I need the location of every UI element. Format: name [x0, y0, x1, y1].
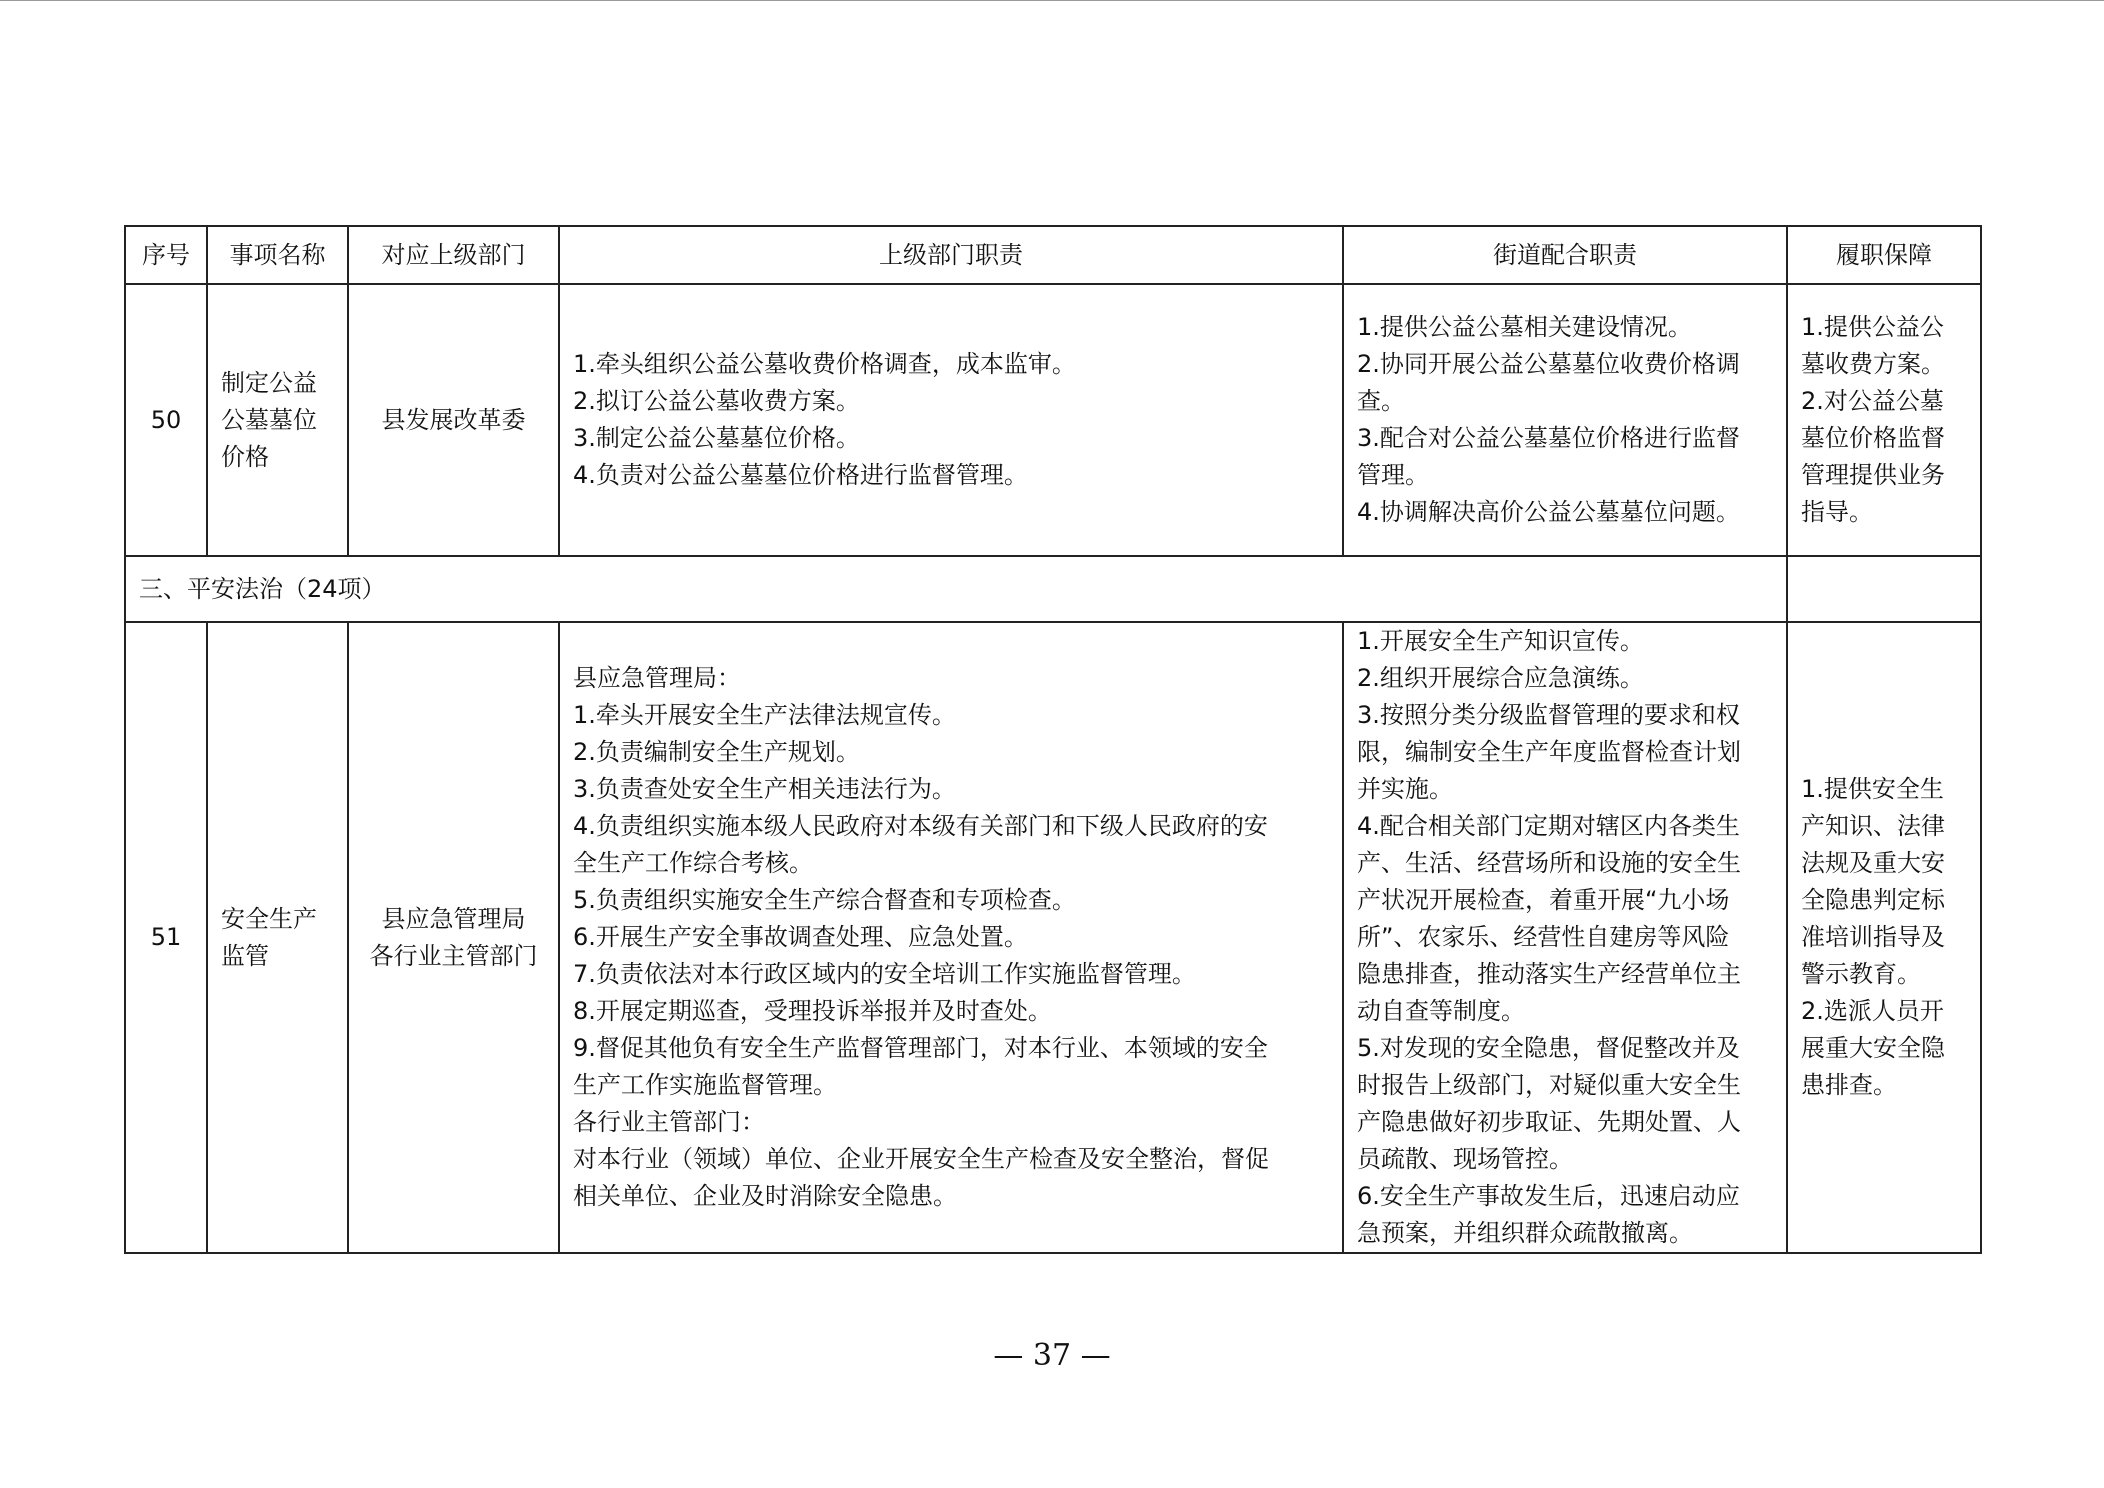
street-duty-line: 1.提供公益公墓相关建设情况。 — [1357, 313, 1692, 341]
duty-line: 3.负责查处安全生产相关违法行为。 — [573, 775, 956, 803]
duty-line: 2.拟订公益公墓收费方案。 — [573, 387, 860, 415]
guarantee-line: 管理提供业务 — [1801, 461, 1945, 489]
guarantee-line: 产知识、法律 — [1801, 812, 1945, 840]
street-duty-line: 隐患排查，推动落实生产经营单位主 — [1357, 960, 1741, 988]
duty-line: 1.牵头组织公益公墓收费价格调查，成本监审。 — [573, 350, 1076, 378]
header-cell: 街道配合职责 — [1343, 226, 1787, 284]
street-duty-line: 2.协同开展公益公墓墓位收费价格调 — [1357, 350, 1740, 378]
header-cell: 对应上级部门 — [348, 226, 559, 284]
header-cell: 上级部门职责 — [559, 226, 1343, 284]
street-duty-line: 产、生活、经营场所和设施的安全生 — [1357, 849, 1741, 877]
duty-line: 4.负责组织实施本级人民政府对本级有关部门和下级人民政府的安 — [573, 812, 1268, 840]
duty-line: 8.开展定期巡查，受理投诉举报并及时查处。 — [573, 997, 1052, 1025]
street-duty-line: 管理。 — [1357, 461, 1429, 489]
duty-line: 2.负责编制安全生产规划。 — [573, 738, 860, 766]
street-duty-line: 时报告上级部门，对疑似重大安全生 — [1357, 1071, 1741, 1099]
guarantee-line: 法规及重大安 — [1801, 849, 1945, 877]
top-border-line — [0, 0, 2104, 1]
street-duty-line: 所”、农家乐、经营性自建房等风险 — [1357, 923, 1730, 951]
section-title: 三、平安法治（24项） — [125, 556, 1787, 622]
duty-line: 各行业主管部门： — [573, 1108, 765, 1136]
duty-table — [124, 225, 1982, 1254]
street-duty-line: 并实施。 — [1357, 775, 1453, 803]
street-duty-line: 4.协调解决高价公益公墓墓位问题。 — [1357, 498, 1740, 526]
department-line: 各行业主管部门 — [369, 941, 538, 970]
department-cell — [348, 622, 559, 1253]
guarantee-line: 1.提供安全生 — [1801, 775, 1944, 803]
street-duty-line: 急预案，并组织群众疏散撤离。 — [1357, 1219, 1693, 1247]
item-name-line: 监管 — [221, 941, 269, 970]
department-line: 县发展改革委 — [381, 405, 526, 434]
page-number: — 37 — — [993, 1338, 1111, 1373]
street-duty-line: 员疏散、现场管控。 — [1357, 1145, 1573, 1173]
superior-duties-cell — [559, 284, 1343, 556]
street-duty-line: 3.按照分类分级监督管理的要求和权 — [1357, 701, 1740, 729]
item-name-cell — [207, 284, 348, 556]
guarantee-line: 2.选派人员开 — [1801, 997, 1944, 1025]
item-name-cell — [207, 622, 348, 1253]
superior-duties-cell — [559, 622, 1343, 1253]
guarantee-line: 墓收费方案。 — [1801, 350, 1945, 378]
guarantee-line: 墓位价格监督 — [1801, 424, 1945, 452]
duty-line: 6.开展生产安全事故调查处理、应急处置。 — [573, 923, 1028, 951]
street-duty-line: 3.配合对公益公墓墓位价格进行监督 — [1357, 424, 1740, 452]
street-duty-line: 2.组织开展综合应急演练。 — [1357, 664, 1644, 692]
guarantee-line: 全隐患判定标 — [1801, 886, 1945, 914]
street-duties-cell — [1343, 622, 1787, 1253]
duty-line: 9.督促其他负有安全生产监督管理部门，对本行业、本领域的安全 — [573, 1034, 1268, 1062]
item-name-line: 安全生产 — [221, 904, 317, 933]
item-name-line: 公墓墓位 — [221, 405, 317, 434]
table-header-row — [125, 226, 1981, 284]
duty-line: 全生产工作综合考核。 — [573, 849, 813, 877]
section-row — [125, 556, 1981, 622]
guarantee-line: 警示教育。 — [1801, 960, 1921, 988]
street-duty-line: 限，编制安全生产年度监督检查计划 — [1357, 738, 1741, 766]
street-duty-line: 1.开展安全生产知识宣传。 — [1357, 627, 1644, 655]
street-duty-line: 4.配合相关部门定期对辖区内各类生 — [1357, 812, 1740, 840]
duty-line: 相关单位、企业及时消除安全隐患。 — [573, 1182, 957, 1210]
item-name-line: 制定公益 — [221, 368, 317, 397]
street-duty-line: 5.对发现的安全隐患，督促整改并及 — [1357, 1034, 1740, 1062]
duty-line: 生产工作实施监督管理。 — [573, 1071, 837, 1099]
section-empty-cell — [1787, 556, 1981, 622]
street-duties-cell — [1343, 284, 1787, 556]
duty-line: 县应急管理局： — [573, 664, 741, 692]
item-name-line: 价格 — [221, 442, 269, 471]
guarantee-cell — [1787, 622, 1981, 1253]
guarantee-line: 展重大安全隐 — [1801, 1034, 1945, 1062]
guarantee-cell — [1787, 284, 1981, 556]
duty-line: 对本行业（领域）单位、企业开展安全生产检查及安全整治，督促 — [573, 1145, 1269, 1173]
row-number: 51 — [125, 622, 207, 1253]
department-line: 县应急管理局 — [381, 904, 526, 933]
department-cell — [348, 284, 559, 556]
guarantee-line: 2.对公益公墓 — [1801, 387, 1944, 415]
header-cell: 履职保障 — [1787, 226, 1981, 284]
row-number: 50 — [125, 284, 207, 556]
duty-line: 4.负责对公益公墓墓位价格进行监督管理。 — [573, 461, 1028, 489]
street-duty-line: 查。 — [1357, 387, 1405, 415]
street-duty-line: 产隐患做好初步取证、先期处置、人 — [1357, 1108, 1741, 1136]
table-row — [125, 284, 1981, 556]
guarantee-line: 指导。 — [1801, 498, 1873, 526]
duty-line: 1.牵头开展安全生产法律法规宣传。 — [573, 701, 956, 729]
guarantee-line: 患排查。 — [1801, 1071, 1897, 1099]
duty-line: 5.负责组织实施安全生产综合督查和专项检查。 — [573, 886, 1076, 914]
guarantee-line: 1.提供公益公 — [1801, 313, 1944, 341]
street-duty-line: 动自查等制度。 — [1357, 997, 1525, 1025]
duty-line: 7.负责依法对本行政区域内的安全培训工作实施监督管理。 — [573, 960, 1196, 988]
street-duty-line: 产状况开展检查，着重开展“九小场 — [1357, 886, 1730, 914]
table-row — [125, 622, 1981, 1253]
header-cell: 事项名称 — [207, 226, 348, 284]
duty-line: 3.制定公益公墓墓位价格。 — [573, 424, 860, 452]
street-duty-line: 6.安全生产事故发生后，迅速启动应 — [1357, 1182, 1740, 1210]
header-cell: 序号 — [125, 226, 207, 284]
guarantee-line: 准培训指导及 — [1801, 923, 1945, 951]
